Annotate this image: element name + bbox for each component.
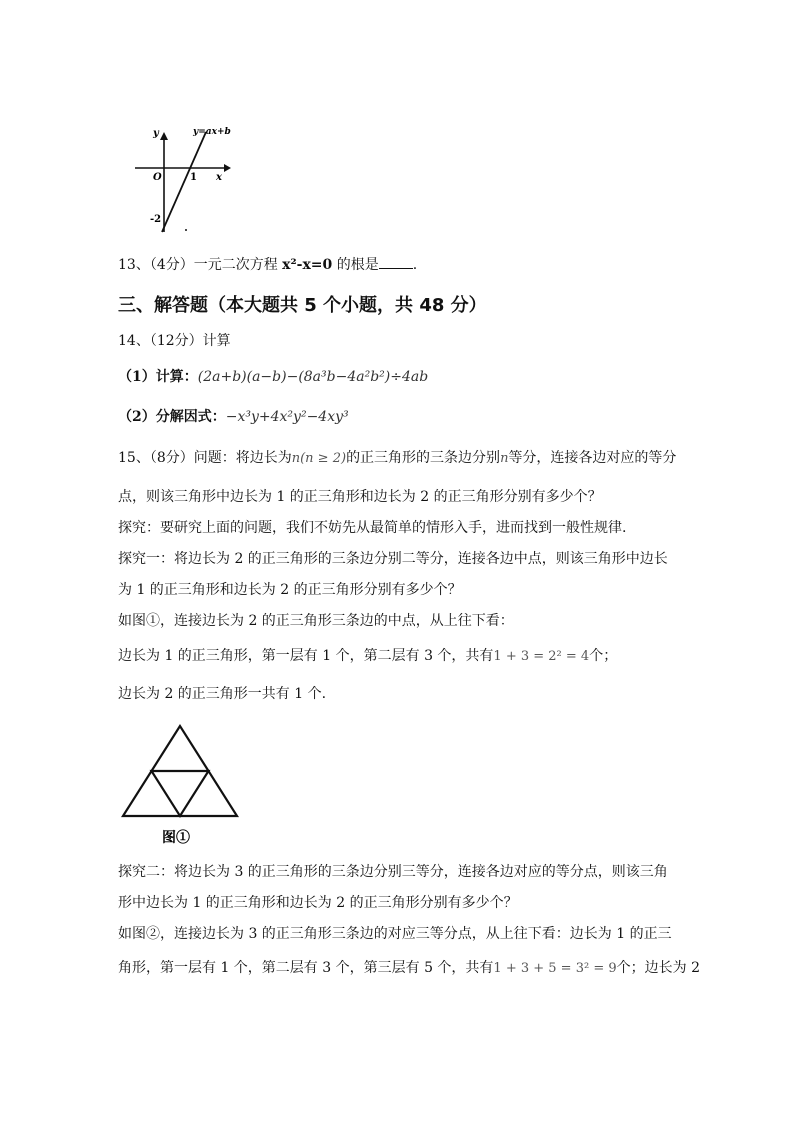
q15-line-3: 探究：要研究上面的问题，我们不妨先从最简单的情形入手，进而找到一般性规律.	[118, 520, 627, 536]
q15-line-10: 形中边长为 1 的正三角形和边长为 2 的正三角形分别有多少个？	[118, 895, 518, 911]
question-14-part-1	[118, 368, 428, 386]
q15-l12-text-a: 角形，第一层有 1 个，第二层有 3 个，第三层有 5 个，共有	[118, 960, 494, 976]
figure-1-triangle	[118, 720, 242, 846]
q15-line-11: 如图②，连接边长为 3 的正三角形三条边的对应三等分点，从上往下看：边长为 1 的正三	[118, 926, 672, 942]
q13-prefix: 13、（4分）一元二次方程	[118, 257, 283, 273]
question-14-part-2	[118, 408, 349, 426]
q15-l12-math: 1 + 3 + 5 = 3² = 9	[493, 961, 617, 976]
q15-line-7	[118, 647, 617, 666]
y-tick-label: -2	[150, 214, 162, 225]
q15-line-12	[118, 959, 700, 978]
x-tick-label: 1	[190, 172, 197, 183]
question-14-header: 14、（12分）计算	[118, 333, 231, 349]
q14-p1-label: （1）计算：	[118, 369, 198, 385]
function-line	[162, 132, 206, 232]
q15-l1-math-1: n(n ≥ 2)	[291, 451, 347, 466]
q15-l7-math: 1 + 3 = 2² = 4	[493, 649, 590, 664]
y-axis-label: y	[153, 128, 159, 139]
q15-line-5: 为 1 的正三角形和边长为 2 的正三角形分别有多少个？	[118, 582, 462, 598]
q15-line-8: 边长为 2 的正三角形一共有 1 个.	[118, 686, 327, 702]
q13-end: .	[412, 257, 418, 273]
q15-l1-math-2: n	[500, 451, 509, 466]
q15-line-9: 探究二：将边长为 3 的正三角形的三条边分别三等分，连接各边对应的等分点，则该三角	[118, 864, 668, 880]
section-title: 三、解答题（本大题共 5 个小题，共 48 分）	[118, 295, 487, 316]
y-axis-arrow	[160, 132, 168, 140]
q15-l1-text-a: 15、（8分）问题：将边长为	[118, 450, 292, 466]
q15-l1-text-b: 的正三角形的三条边分别	[346, 450, 501, 466]
q14-p1-expression: (2a+b)(a−b)−(8a³b−4a²b²)÷4ab	[197, 369, 429, 385]
x-axis-label: x	[216, 172, 222, 183]
function-label: y=ax+b	[193, 127, 231, 137]
linear-function-graph	[120, 120, 250, 240]
q15-line-4: 探究一：将边长为 2 的正三角形的三条边分别二等分，连接各边中点，则该三角形中边长	[118, 551, 668, 567]
q14-p2-expression: −x³y+4x²y²−4xy³	[225, 409, 349, 425]
q14-p2-label: （2）分解因式：	[118, 409, 226, 425]
q15-line-6: 如图①，连接边长为 2 的正三角形三条边的中点，从上往下看：	[118, 613, 514, 629]
inner-triangle	[152, 771, 209, 816]
q15-line-1	[118, 449, 676, 468]
q15-l7-text-a: 边长为 1 的正三角形，第一层有 1 个，第二层有 3 个，共有	[118, 648, 494, 664]
answer-blank	[379, 256, 413, 269]
q13-suffix: 的根是	[332, 257, 379, 273]
origin-label: O	[153, 172, 162, 183]
stray-dot	[185, 229, 187, 231]
q15-line-2: 点，则该三角形中边长为 1 的正三角形和边长为 2 的正三角形分别有多少个？	[118, 489, 602, 505]
q13-equation: x²-x=0	[282, 257, 333, 273]
figure-1-caption: 图①	[162, 830, 190, 846]
question-13	[118, 256, 417, 274]
q15-l12-text-b: 个；边长为 2	[616, 960, 700, 976]
q15-l1-text-c: 等分，连接各边对应的等分	[508, 450, 677, 466]
q15-l7-text-b: 个；	[589, 648, 618, 664]
x-axis-arrow	[224, 164, 231, 172]
